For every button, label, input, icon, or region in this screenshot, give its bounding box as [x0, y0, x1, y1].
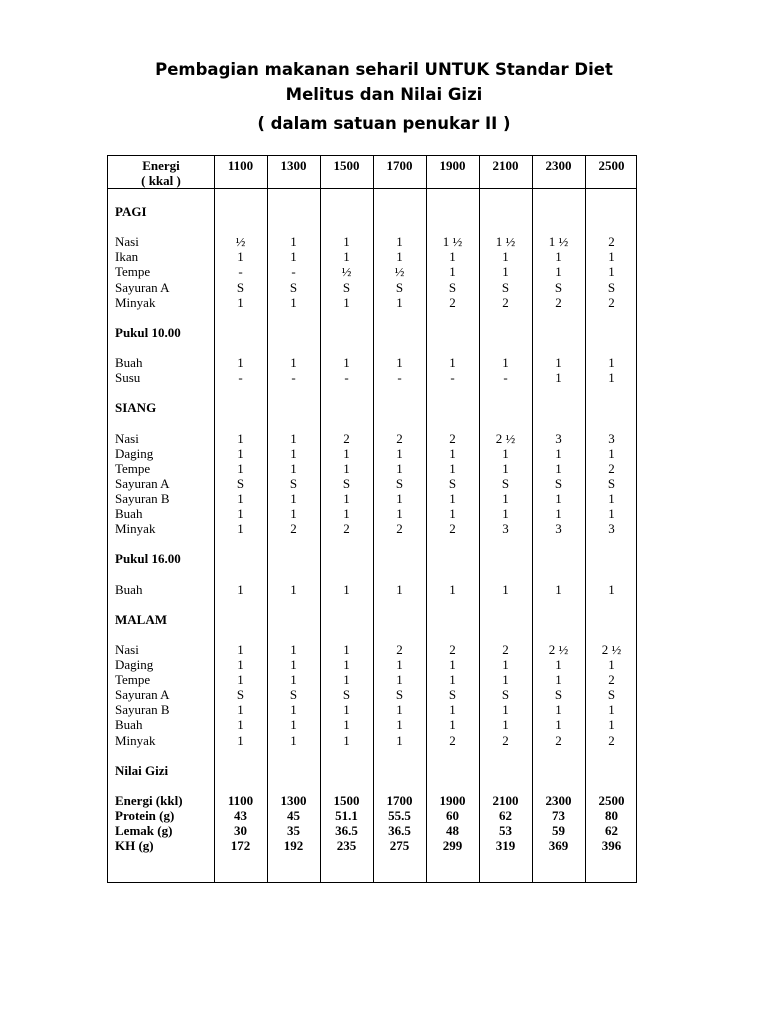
- table-cell: 1: [608, 506, 615, 521]
- table-cell: 1: [555, 370, 562, 386]
- table-cell: 2: [608, 732, 615, 748]
- table-cell: 1: [237, 717, 244, 733]
- table-cell: 1: [290, 490, 297, 506]
- table-cell: 1: [237, 430, 244, 446]
- table-cell: 1 ½: [548, 234, 569, 250]
- table-cell: -: [238, 264, 243, 280]
- table-cell: 1: [608, 702, 615, 718]
- table-cell: -: [450, 370, 455, 386]
- table-cell: 1: [449, 702, 456, 718]
- table-cell: 3: [608, 521, 615, 537]
- table-cell: S: [342, 279, 351, 295]
- row-label: Nasi: [115, 430, 139, 446]
- table-cell: 1: [555, 490, 562, 506]
- table-cell: S: [554, 279, 563, 295]
- table-cell: 1: [237, 249, 244, 265]
- table-cell: S: [342, 687, 351, 703]
- table-cell: 1: [290, 581, 297, 597]
- table-cell: 2: [396, 430, 403, 446]
- table-cell: 1: [396, 506, 403, 521]
- table-cell: 1: [555, 506, 562, 521]
- table-cell: ½: [341, 264, 352, 280]
- table-cell: 1: [343, 506, 350, 521]
- table-cell: S: [236, 687, 245, 703]
- table-cell: 319: [495, 838, 516, 854]
- row-label: Buah: [115, 355, 143, 370]
- table-cell: 1: [502, 506, 509, 521]
- table-cell: 1: [290, 702, 297, 718]
- row-label: Tempe: [115, 672, 151, 688]
- table-cell: 1: [290, 732, 297, 748]
- table-cell: 55.5: [388, 808, 411, 823]
- row-label: Lemak (g): [115, 823, 173, 839]
- table-cell: 1: [449, 355, 456, 370]
- table-cell: 1: [343, 672, 350, 688]
- table-cell: 2 ½: [601, 641, 622, 657]
- table-cell: S: [395, 475, 404, 491]
- table-cell: 45: [287, 808, 300, 823]
- table-cell: S: [395, 279, 404, 295]
- table-cell: 1: [290, 657, 297, 672]
- table-cell: S: [554, 475, 563, 491]
- table-cell: 1: [343, 641, 350, 657]
- table-cell: 1: [343, 460, 350, 476]
- table-cell: S: [448, 687, 457, 703]
- table-cell: 2: [608, 234, 615, 250]
- table-cell: 1300: [280, 792, 307, 808]
- table-cell: 1: [502, 460, 509, 476]
- row-label: Minyak: [115, 732, 156, 748]
- table-cell: 192: [283, 838, 304, 854]
- document-title-line-2: Melitus dan Nilai Gizi: [285, 85, 483, 104]
- table-cell: 2: [449, 641, 456, 657]
- table-cell: 1: [290, 641, 297, 657]
- table-cell: 1: [343, 657, 350, 672]
- table-cell: 2: [343, 430, 350, 446]
- row-label: Buah: [115, 506, 143, 521]
- table-cell: 1: [396, 732, 403, 748]
- table-cell: 2: [449, 732, 456, 748]
- table-cell: 1: [237, 506, 244, 521]
- table-cell: S: [501, 687, 510, 703]
- table-cell: 1: [608, 581, 615, 597]
- table-cell: 73: [552, 808, 565, 823]
- document-title-line-1: Pembagian makanan seharil UNTUK Standar Diet: [155, 60, 613, 79]
- row-label: Tempe: [115, 460, 151, 476]
- table-cell: 1: [608, 264, 615, 280]
- table-cell: 1: [449, 506, 456, 521]
- row-label: Sayuran A: [115, 475, 170, 491]
- table-cell: 1: [237, 490, 244, 506]
- table-cell: 1: [237, 294, 244, 310]
- table-cell: 1: [449, 717, 456, 733]
- table-cell: 1: [555, 264, 562, 280]
- table-cell: -: [291, 264, 296, 280]
- table-cell: 3: [555, 521, 562, 537]
- column-header-1900: 1900: [439, 158, 466, 173]
- table-cell: 1: [449, 249, 456, 265]
- row-label: Daging: [115, 445, 154, 461]
- table-cell: 1 ½: [442, 234, 463, 250]
- table-cell: 3: [555, 430, 562, 446]
- table-cell: 1: [396, 657, 403, 672]
- table-cell: 1: [396, 294, 403, 310]
- table-cell: 1: [502, 657, 509, 672]
- table-cell: 2: [502, 641, 509, 657]
- table-cell: 1: [555, 672, 562, 688]
- table-cell: 396: [601, 838, 622, 854]
- table-cell: 1: [237, 641, 244, 657]
- table-cell: 2: [608, 294, 615, 310]
- column-header-2500: 2500: [598, 158, 625, 173]
- table-cell: 1 ½: [495, 234, 516, 250]
- table-cell: 35: [287, 823, 300, 839]
- table-cell: 80: [605, 808, 618, 823]
- table-cell: -: [291, 370, 296, 386]
- section-heading: Nilai Gizi: [115, 762, 169, 778]
- table-cell: 1: [396, 445, 403, 461]
- table-cell: 1: [449, 672, 456, 688]
- table-cell: 1: [502, 490, 509, 506]
- table-cell: 1: [237, 355, 244, 370]
- row-label: Susu: [115, 370, 141, 386]
- table-cell: 1: [608, 249, 615, 265]
- corner-header-unit: ( kkal ): [141, 173, 181, 188]
- table-cell: 1: [237, 702, 244, 718]
- table-cell: 2: [396, 641, 403, 657]
- column-header-2300: 2300: [545, 158, 572, 173]
- table-cell: 1: [396, 460, 403, 476]
- table-cell: 62: [499, 808, 512, 823]
- column-header-1700: 1700: [386, 158, 413, 173]
- section-heading: Pukul 16.00: [115, 551, 181, 567]
- table-cell: 1: [608, 445, 615, 461]
- table-cell: 1: [608, 370, 615, 386]
- table-cell: 1: [237, 732, 244, 748]
- table-cell: S: [501, 475, 510, 491]
- table-cell: 1: [343, 355, 350, 370]
- table-cell: 1: [608, 490, 615, 506]
- table-cell: 1: [502, 672, 509, 688]
- table-cell: 2 ½: [495, 430, 516, 446]
- table-cell: 1: [290, 234, 297, 250]
- section-heading: SIANG: [115, 400, 157, 416]
- table-cell: 1: [502, 355, 509, 370]
- table-cell: 1: [396, 717, 403, 733]
- corner-header-energi: Energi: [142, 158, 180, 173]
- table-cell: 62: [605, 823, 618, 839]
- table-cell: 2: [502, 294, 509, 310]
- row-label: Nasi: [115, 234, 139, 250]
- row-label: Energi (kkl): [115, 792, 183, 808]
- table-cell: 1: [555, 445, 562, 461]
- row-label: Minyak: [115, 294, 156, 310]
- table-cell: 2: [502, 732, 509, 748]
- table-cell: 1: [555, 717, 562, 733]
- table-cell: 1100: [227, 792, 254, 808]
- row-label: KH (g): [115, 838, 154, 854]
- table-cell: 1: [396, 490, 403, 506]
- table-cell: 1: [343, 702, 350, 718]
- row-label: Daging: [115, 657, 154, 672]
- table-cell: 1: [396, 249, 403, 265]
- table-cell: 1: [396, 234, 403, 250]
- section-heading: MALAM: [115, 611, 167, 627]
- table-cell: 1: [449, 460, 456, 476]
- table-cell: 2: [396, 521, 403, 537]
- table-cell: S: [448, 475, 457, 491]
- table-cell: 1: [290, 460, 297, 476]
- table-cell: 51.1: [335, 808, 358, 823]
- table-cell: 1: [502, 581, 509, 597]
- table-cell: 1: [290, 672, 297, 688]
- header-divider: [108, 188, 636, 189]
- table-cell: S: [236, 475, 245, 491]
- column-header-2100: 2100: [492, 158, 519, 173]
- table-cell: 1: [343, 445, 350, 461]
- table-cell: 30: [234, 823, 247, 839]
- table-cell: 1: [343, 249, 350, 265]
- table-cell: S: [395, 687, 404, 703]
- table-cell: 2: [290, 521, 297, 537]
- table-cell: 1: [290, 717, 297, 733]
- table-cell: 1: [555, 657, 562, 672]
- diet-table: [107, 155, 637, 883]
- table-cell: S: [236, 279, 245, 295]
- table-cell: 1: [502, 717, 509, 733]
- table-cell: 1: [396, 672, 403, 688]
- table-cell: 1: [555, 581, 562, 597]
- table-cell: 1: [396, 702, 403, 718]
- table-cell: -: [344, 370, 349, 386]
- table-cell: 2 ½: [548, 641, 569, 657]
- table-cell: 1: [396, 581, 403, 597]
- table-cell: 235: [336, 838, 357, 854]
- table-cell: 1: [237, 445, 244, 461]
- table-cell: 1: [502, 264, 509, 280]
- table-cell: 1: [449, 490, 456, 506]
- section-heading: Pukul 10.00: [115, 324, 181, 340]
- table-cell: 1: [396, 355, 403, 370]
- table-cell: 1: [608, 657, 615, 672]
- table-cell: 369: [548, 838, 569, 854]
- table-cell: 36.5: [388, 823, 411, 839]
- row-label: Buah: [115, 581, 143, 597]
- row-label: Minyak: [115, 521, 156, 537]
- table-cell: 1: [449, 264, 456, 280]
- table-cell: 1: [343, 717, 350, 733]
- table-cell: 2100: [492, 792, 519, 808]
- table-cell: 1: [290, 506, 297, 521]
- table-cell: 1: [502, 249, 509, 265]
- table-cell: 299: [442, 838, 463, 854]
- table-cell: 1: [555, 355, 562, 370]
- table-cell: 59: [552, 823, 565, 839]
- table-cell: S: [501, 279, 510, 295]
- column-header-1100: 1100: [227, 158, 254, 173]
- table-cell: 2: [608, 672, 615, 688]
- row-label: Sayuran A: [115, 279, 170, 295]
- row-label: Buah: [115, 717, 143, 733]
- row-label: Sayuran B: [115, 702, 170, 718]
- table-cell: 1: [449, 657, 456, 672]
- table-cell: S: [289, 279, 298, 295]
- table-cell: 60: [446, 808, 459, 823]
- table-cell: S: [342, 475, 351, 491]
- table-cell: 1: [343, 490, 350, 506]
- table-cell: S: [289, 475, 298, 491]
- document-title-line-3: ( dalam satuan penukar II ): [257, 114, 511, 133]
- table-cell: S: [448, 279, 457, 295]
- table-cell: 2300: [545, 792, 572, 808]
- table-cell: 1: [290, 445, 297, 461]
- column-header-1500: 1500: [333, 158, 360, 173]
- column-header-1300: 1300: [280, 158, 307, 173]
- table-cell: S: [607, 687, 616, 703]
- table-cell: 2: [555, 294, 562, 310]
- table-cell: -: [503, 370, 508, 386]
- table-cell: 1: [343, 294, 350, 310]
- row-label: Tempe: [115, 264, 151, 280]
- table-cell: 1: [237, 672, 244, 688]
- table-cell: 36.5: [335, 823, 358, 839]
- table-cell: 1: [290, 294, 297, 310]
- table-cell: 2: [343, 521, 350, 537]
- table-cell: 2: [449, 521, 456, 537]
- table-cell: S: [289, 687, 298, 703]
- table-cell: 1900: [439, 792, 466, 808]
- table-cell: 53: [499, 823, 512, 839]
- table-cell: ½: [235, 234, 246, 250]
- table-cell: -: [397, 370, 402, 386]
- row-label: Sayuran B: [115, 490, 170, 506]
- section-heading: PAGI: [115, 204, 147, 219]
- table-cell: 1: [608, 355, 615, 370]
- table-cell: 3: [608, 430, 615, 446]
- table-cell: 1: [449, 445, 456, 461]
- table-cell: S: [607, 279, 616, 295]
- table-cell: ½: [394, 264, 405, 280]
- table-cell: 2: [449, 294, 456, 310]
- table-cell: 1: [343, 732, 350, 748]
- table-cell: 1: [555, 249, 562, 265]
- table-cell: 1: [343, 581, 350, 597]
- row-label: Nasi: [115, 641, 139, 657]
- table-cell: 1: [555, 702, 562, 718]
- table-cell: 275: [389, 838, 410, 854]
- table-cell: 2: [608, 460, 615, 476]
- table-cell: 1: [237, 460, 244, 476]
- table-cell: 1500: [333, 792, 360, 808]
- table-cell: 1: [343, 234, 350, 250]
- table-cell: 172: [230, 838, 251, 854]
- table-cell: 3: [502, 521, 509, 537]
- table-cell: S: [607, 475, 616, 491]
- table-cell: 2500: [598, 792, 625, 808]
- row-label: Ikan: [115, 249, 139, 265]
- row-label: Sayuran A: [115, 687, 170, 703]
- row-label: Protein (g): [115, 808, 175, 823]
- table-cell: 1: [555, 460, 562, 476]
- table-cell: 1700: [386, 792, 413, 808]
- table-cell: 1: [290, 249, 297, 265]
- table-cell: 1: [608, 717, 615, 733]
- table-cell: 1: [237, 657, 244, 672]
- table-cell: 1: [502, 445, 509, 461]
- table-cell: S: [554, 687, 563, 703]
- table-cell: 1: [449, 581, 456, 597]
- table-cell: 43: [234, 808, 247, 823]
- table-cell: 2: [555, 732, 562, 748]
- table-cell: 1: [290, 355, 297, 370]
- table-cell: 48: [446, 823, 459, 839]
- table-cell: 2: [449, 430, 456, 446]
- table-cell: -: [238, 370, 243, 386]
- table-cell: 1: [237, 521, 244, 537]
- table-cell: 1: [502, 702, 509, 718]
- table-cell: 1: [237, 581, 244, 597]
- table-cell: 1: [290, 430, 297, 446]
